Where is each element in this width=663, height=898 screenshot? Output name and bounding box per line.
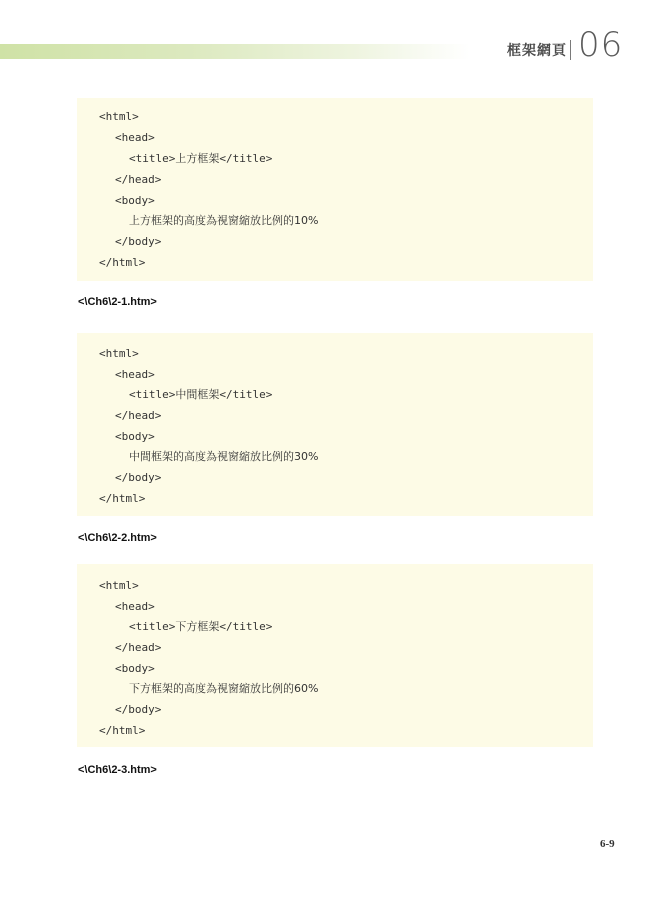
listing-caption: <\Ch6\2-2.htm> <box>78 532 157 544</box>
code-listing-1 <box>77 98 593 281</box>
listing-caption: <\Ch6\2-3.htm> <box>78 764 157 776</box>
code-line: <body> <box>115 662 155 675</box>
code-line: <title>中間框架</title> <box>129 388 273 401</box>
page-number: 6-9 <box>600 838 615 850</box>
code-line: <html> <box>99 347 139 360</box>
code-line: <head> <box>115 131 155 144</box>
code-line: </html> <box>99 256 146 269</box>
code-line: <title>下方框架</title> <box>129 620 273 633</box>
code-line: 中間框架的高度為視窗縮放比例的30% <box>129 450 319 463</box>
code-line: </body> <box>115 471 162 484</box>
code-line: <html> <box>99 579 139 592</box>
code-line: 上方框架的高度為視窗縮放比例的10% <box>129 214 319 227</box>
chapter-separator <box>570 40 571 60</box>
code-line: <body> <box>115 194 155 207</box>
code-line: </html> <box>99 724 146 737</box>
code-line: <head> <box>115 600 155 613</box>
code-listing-2 <box>77 333 593 516</box>
code-line: </head> <box>115 641 162 654</box>
chapter-title: 框架網頁 <box>507 43 567 59</box>
chapter-number: 06 <box>578 25 624 65</box>
header-decoration-bar <box>0 44 470 59</box>
code-line: </head> <box>115 409 162 422</box>
code-line: <head> <box>115 368 155 381</box>
code-line: </body> <box>115 703 162 716</box>
code-line: </html> <box>99 492 146 505</box>
code-listing-3 <box>77 564 593 747</box>
code-line: </body> <box>115 235 162 248</box>
code-line: <html> <box>99 110 139 123</box>
code-line: 下方框架的高度為視窗縮放比例的60% <box>129 682 319 695</box>
code-line: <body> <box>115 430 155 443</box>
code-line: <title>上方框架</title> <box>129 152 273 165</box>
listing-caption: <\Ch6\2-1.htm> <box>78 296 157 308</box>
code-line: </head> <box>115 173 162 186</box>
